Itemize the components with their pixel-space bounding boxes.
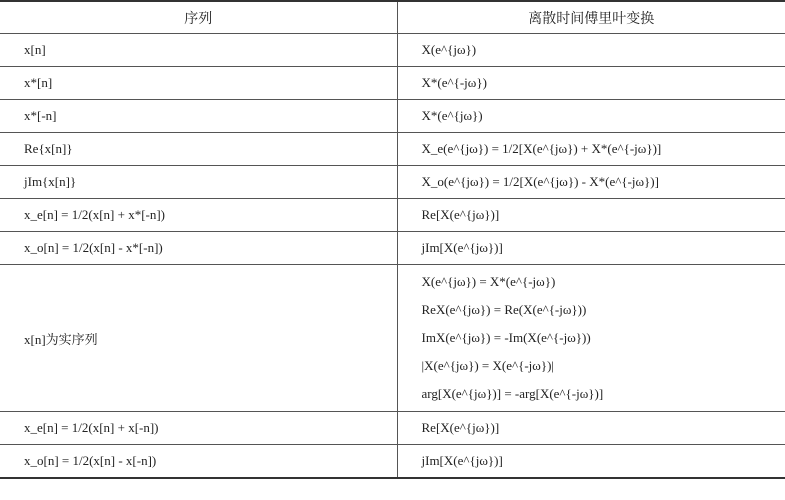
table-row (0, 67, 785, 100)
dtft-cell: jIm[X(e^{jω})] (397, 232, 785, 265)
dtft-line: arg[X(e^{jω})] = -arg[X(e^{-jω})] (421, 386, 604, 401)
dtft-cell: X_e(e^{jω}) = 1/2[X(e^{jω}) + X*(e^{-jω})] (397, 133, 785, 166)
sequence-cell: x_e[n] = 1/2(x[n] + x[-n]) (0, 412, 397, 445)
table-row (0, 100, 785, 133)
sequence-cell: x*[-n] (0, 100, 397, 133)
sequence-cell: Re{x[n]} (0, 133, 397, 166)
dtft-line: ImX(e^{jω}) = -Im(X(e^{-jω})) (421, 330, 591, 345)
sequence-cell: x_e[n] = 1/2(x[n] + x*[-n]) (0, 199, 397, 232)
sequence-cell: jIm{x[n]} (0, 166, 397, 199)
dtft-cell: X_o(e^{jω}) = 1/2[X(e^{jω}) - X*(e^{-jω})] (397, 166, 785, 199)
table-header-row (0, 1, 785, 34)
table-row (0, 166, 785, 199)
dtft-cell: Re[X(e^{jω})] (397, 412, 785, 445)
header-sequence: 序列 (0, 1, 397, 34)
dtft-line: |X(e^{jω}) = X(e^{-jω})| (421, 358, 554, 373)
sequence-cell: x_o[n] = 1/2(x[n] - x*[-n]) (0, 232, 397, 265)
header-dtft: 离散时间傅里叶变换 (397, 1, 785, 34)
sequence-cell: x*[n] (0, 67, 397, 100)
table-row (0, 133, 785, 166)
table-row (0, 265, 785, 412)
table-row (0, 232, 785, 265)
table-row (0, 412, 785, 445)
dtft-cell: X*(e^{-jω}) (397, 67, 785, 100)
dtft-cell: Re[X(e^{jω})] (397, 199, 785, 232)
table-row (0, 445, 785, 479)
dtft-cell: X*(e^{jω}) (397, 100, 785, 133)
dtft-cell-multiline (397, 265, 785, 412)
dtft-cell: X(e^{jω}) (397, 34, 785, 67)
table-row (0, 34, 785, 67)
sequence-cell: x[n] (0, 34, 397, 67)
dtft-line: X(e^{jω}) = X*(e^{-jω}) (421, 274, 556, 289)
dtft-cell: jIm[X(e^{jω})] (397, 445, 785, 479)
sequence-cell: x_o[n] = 1/2(x[n] - x[-n]) (0, 445, 397, 479)
table-row (0, 199, 785, 232)
sequence-cell: x[n]为实序列 (0, 265, 397, 412)
dtft-line: ReX(e^{jω}) = Re(X(e^{-jω})) (421, 302, 587, 317)
